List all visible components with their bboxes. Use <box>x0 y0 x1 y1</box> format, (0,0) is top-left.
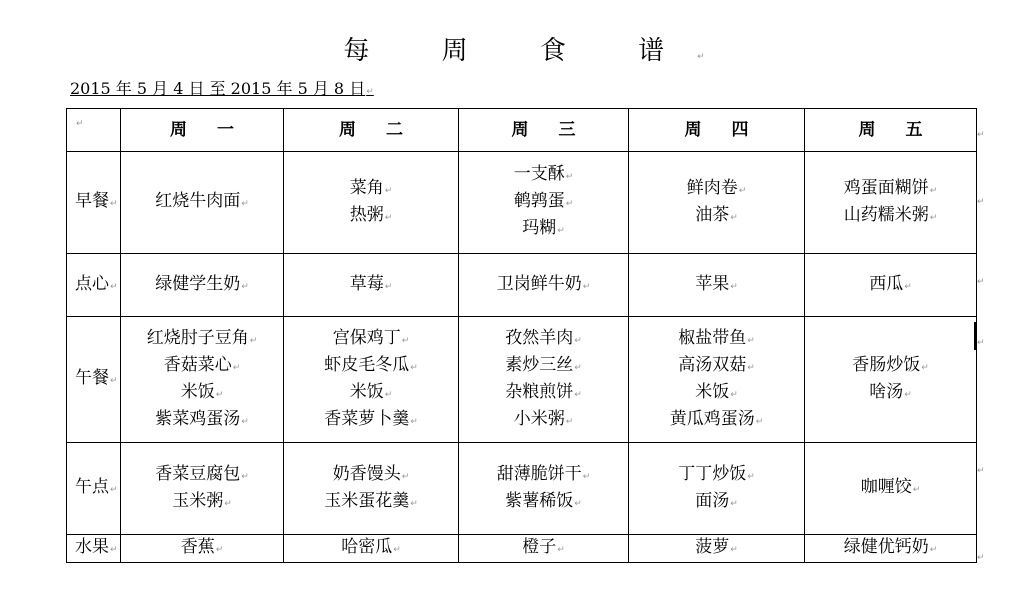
day-header <box>121 109 284 152</box>
cell-mark: ↵ <box>730 389 738 400</box>
menu-cell <box>629 254 805 317</box>
date-range <box>70 76 374 99</box>
menu-cell <box>121 317 284 443</box>
menu-cell <box>805 535 977 563</box>
menu-item <box>121 407 283 434</box>
day-header-b: 二 <box>386 120 403 140</box>
cell-mark: ↵ <box>384 281 393 292</box>
menu-item <box>284 407 458 434</box>
menu-cell <box>805 254 977 317</box>
menu-item-text: 红烧肘子豆角 <box>146 327 249 348</box>
menu-cell <box>459 443 629 535</box>
day-header-b: 三 <box>558 120 576 140</box>
menu-item <box>121 535 283 562</box>
cell-mark: ↵ <box>747 471 755 482</box>
cell-mark: ↵ <box>410 416 418 427</box>
meal-row <box>67 317 977 443</box>
row-end-mark: ↵ <box>977 338 985 348</box>
menu-item-text: 红烧牛肉面 <box>155 191 241 211</box>
day-header-a: 周 <box>170 120 187 140</box>
day-header-a: 周 <box>684 120 702 140</box>
menu-item <box>284 203 458 230</box>
menu-cell <box>459 152 629 254</box>
row-end-mark: ↵ <box>977 197 985 207</box>
menu-item-text: 绿健学生奶 <box>155 273 241 294</box>
menu-item-text: 咖喱饺 <box>860 477 912 497</box>
menu-item-text: 卫岗鲜牛奶 <box>496 273 582 294</box>
menu-cell <box>629 317 805 443</box>
cell-mark: ↵ <box>215 545 224 555</box>
menu-cell <box>805 152 977 254</box>
cell-mark: ↵ <box>76 119 84 129</box>
title-char: 周 <box>441 36 468 66</box>
meal-row <box>67 254 977 317</box>
cell-mark: ↵ <box>929 212 938 223</box>
cell-mark: ↵ <box>110 376 118 386</box>
cell-mark: ↵ <box>410 498 418 509</box>
menu-item-text: 热粥 <box>349 204 384 225</box>
cell-mark: ↵ <box>241 471 249 482</box>
menu-item-text: 素炒三丝 <box>505 354 574 375</box>
menu-item-text: 米饭 <box>349 381 384 402</box>
day-header-a: 周 <box>339 120 356 140</box>
menu-item-text: 鹌鹑蛋 <box>513 191 565 211</box>
menu-item <box>805 203 976 230</box>
menu-item <box>459 189 628 216</box>
menu-item <box>284 272 458 299</box>
menu-item-text: 孜然羊肉 <box>505 327 574 348</box>
menu-item-text: 杂粮煎饼 <box>505 381 574 402</box>
cell-mark: ↵ <box>224 498 232 509</box>
menu-item <box>284 380 458 407</box>
menu-item-text: 鸡蛋面糊饼 <box>843 177 929 198</box>
menu-item <box>121 326 283 353</box>
day-header <box>284 109 459 152</box>
menu-item <box>459 407 628 434</box>
menu-item-text: 高汤双菇 <box>678 354 747 375</box>
paragraph-mark: ↵ <box>366 87 374 97</box>
menu-item-text: 橙子 <box>522 537 557 557</box>
menu-item <box>459 380 628 407</box>
page-title <box>0 30 1016 67</box>
menu-item <box>121 189 283 216</box>
meal-label <box>67 317 121 443</box>
row-end-mark: ↵ <box>977 130 985 140</box>
menu-item-text: 香菜萝卜羹 <box>324 408 410 429</box>
day-header-b: 五 <box>905 120 923 140</box>
cell-mark: ↵ <box>574 498 582 509</box>
menu-item <box>629 462 804 489</box>
meal-row <box>67 443 977 535</box>
menu-item <box>121 462 283 489</box>
menu-item-text: 山药糯米粥 <box>843 204 929 225</box>
menu-item-text: 苹果 <box>695 273 730 294</box>
meal-row <box>67 152 977 254</box>
menu-item <box>629 176 804 203</box>
paragraph-mark: ↵ <box>697 52 705 62</box>
menu-item-text: 草莓 <box>349 273 384 294</box>
cell-mark: ↵ <box>755 416 764 427</box>
cell-mark: ↵ <box>912 485 921 495</box>
row-end-mark: ↵ <box>977 277 985 287</box>
menu-item <box>284 489 458 516</box>
meal-label-text: 午点 <box>75 477 109 497</box>
header-row <box>67 109 977 152</box>
menu-item <box>459 272 628 299</box>
menu-item-text: 宫保鸡丁 <box>332 327 401 348</box>
meal-label <box>67 152 121 254</box>
menu-item-text: 米饭 <box>180 381 215 402</box>
day-header-a: 周 <box>858 120 876 140</box>
menu-item-text: 绿健优钙奶 <box>843 537 929 557</box>
menu-item <box>629 353 804 380</box>
menu-item <box>629 407 804 434</box>
menu-cell <box>121 254 284 317</box>
menu-cell <box>284 443 459 535</box>
cell-mark: ↵ <box>747 335 755 346</box>
menu-item <box>805 176 976 203</box>
row-end-mark: ↵ <box>977 466 985 476</box>
cell-mark: ↵ <box>730 212 738 223</box>
menu-item-text: 啥汤 <box>869 381 904 402</box>
menu-item <box>629 489 804 516</box>
menu-item-text: 紫菜鸡蛋汤 <box>155 408 241 429</box>
day-header-b: 一 <box>217 120 234 140</box>
meal-label-text: 早餐 <box>75 191 109 211</box>
menu-item <box>805 535 976 562</box>
cell-mark: ↵ <box>582 471 591 482</box>
cell-mark: ↵ <box>929 185 938 196</box>
cell-mark: ↵ <box>730 545 738 555</box>
cell-mark: ↵ <box>565 199 574 209</box>
cell-mark: ↵ <box>929 545 938 555</box>
menu-item <box>629 203 804 230</box>
menu-item <box>629 380 804 407</box>
menu-item-text: 紫薯稀饭 <box>505 490 574 511</box>
title-char: 谱 <box>638 36 665 66</box>
menu-cell <box>805 443 977 535</box>
menu-item-text: 油茶 <box>695 204 730 225</box>
menu-item <box>121 272 283 299</box>
cell-mark: ↵ <box>241 199 249 209</box>
menu-cell <box>629 443 805 535</box>
title-char: 食 <box>539 36 566 66</box>
menu-item-text: 甜薄脆饼干 <box>496 463 582 484</box>
menu-item-text: 菠萝 <box>695 537 730 557</box>
cell-mark: ↵ <box>582 281 591 292</box>
cell-mark: ↵ <box>565 416 574 427</box>
menu-cell <box>629 535 805 563</box>
cell-mark: ↵ <box>565 172 574 182</box>
menu-item <box>459 326 628 353</box>
menu-item <box>459 489 628 516</box>
menu-item-text: 一支酥 <box>513 164 565 184</box>
menu-item <box>805 272 976 299</box>
menu-item <box>459 462 628 489</box>
cell-mark: ↵ <box>384 185 393 196</box>
cell-mark: ↵ <box>730 498 738 509</box>
day-header <box>459 109 629 152</box>
day-header-b: 四 <box>731 120 749 140</box>
menu-item <box>284 535 458 562</box>
menu-item <box>805 475 976 502</box>
menu-item <box>629 535 804 562</box>
cell-mark: ↵ <box>921 362 929 373</box>
menu-item-text: 虾皮毛冬瓜 <box>324 354 410 375</box>
menu-item-text: 米饭 <box>695 381 730 402</box>
menu-item-text: 奶香馒头 <box>332 463 401 484</box>
menu-item <box>459 216 628 243</box>
cell-mark: ↵ <box>384 212 393 223</box>
cell-mark: ↵ <box>574 362 582 373</box>
day-header <box>805 109 977 152</box>
cell-mark: ↵ <box>110 281 118 292</box>
menu-item-text: 丁丁炒饭 <box>678 463 747 484</box>
meal-label-text: 点心 <box>75 273 109 294</box>
cell-mark: ↵ <box>574 335 582 346</box>
cell-mark: ↵ <box>904 281 912 292</box>
cell-mark: ↵ <box>215 389 224 400</box>
menu-item-text: 香蕉 <box>180 537 215 557</box>
day-header-a: 周 <box>511 120 529 140</box>
text-cursor <box>974 322 976 350</box>
weekly-menu-table <box>66 108 977 563</box>
menu-cell <box>121 443 284 535</box>
menu-cell <box>459 317 629 443</box>
menu-item-text: 西瓜 <box>869 273 904 294</box>
menu-item <box>284 353 458 380</box>
menu-cell <box>805 317 977 443</box>
meal-row <box>67 535 977 563</box>
cell-mark: ↵ <box>730 281 738 292</box>
menu-item-text: 椒盐带鱼 <box>678 327 747 348</box>
menu-cell <box>284 254 459 317</box>
cell-mark: ↵ <box>110 545 118 555</box>
menu-item-text: 玉米蛋花羹 <box>324 490 410 511</box>
menu-cell <box>459 535 629 563</box>
cell-mark: ↵ <box>904 389 912 400</box>
menu-item <box>284 462 458 489</box>
date-range-text: 2015 年 5 月 4 日 至 2015 年 5 月 8 日 <box>70 79 366 98</box>
menu-item-text: 黄瓜鸡蛋汤 <box>669 408 755 429</box>
menu-item <box>805 353 976 380</box>
menu-cell <box>629 152 805 254</box>
cell-mark: ↵ <box>410 362 418 373</box>
menu-item <box>459 535 628 562</box>
menu-item-text: 菜角 <box>349 177 384 198</box>
menu-item-text: 鲜肉卷 <box>686 177 738 198</box>
menu-item <box>629 272 804 299</box>
cell-mark: ↵ <box>738 185 747 196</box>
title-char: 每 <box>343 36 370 66</box>
menu-item <box>459 353 628 380</box>
cell-mark: ↵ <box>557 545 565 555</box>
day-header <box>629 109 805 152</box>
menu-item-text: 玛糊 <box>522 218 557 238</box>
menu-item-text: 小米粥 <box>513 408 565 429</box>
menu-item <box>284 176 458 203</box>
menu-item <box>121 489 283 516</box>
row-end-mark: ↵ <box>977 553 985 563</box>
meal-label-text: 午餐 <box>75 368 109 388</box>
cell-mark: ↵ <box>232 362 241 373</box>
menu-item <box>805 380 976 407</box>
menu-item <box>284 326 458 353</box>
menu-item-text: 面汤 <box>695 490 730 511</box>
menu-item <box>459 162 628 189</box>
menu-item <box>121 380 283 407</box>
menu-cell <box>284 535 459 563</box>
menu-cell <box>121 535 284 563</box>
meal-label <box>67 535 121 563</box>
corner-cell <box>67 109 121 152</box>
menu-item-text: 香肠炒饭 <box>852 354 921 375</box>
menu-item-text: 玉米粥 <box>172 490 224 511</box>
cell-mark: ↵ <box>110 199 118 209</box>
menu-item <box>629 326 804 353</box>
menu-cell <box>459 254 629 317</box>
cell-mark: ↵ <box>401 335 410 346</box>
cell-mark: ↵ <box>747 362 755 373</box>
cell-mark: ↵ <box>574 389 582 400</box>
cell-mark: ↵ <box>110 485 118 495</box>
menu-cell <box>284 317 459 443</box>
menu-cell <box>284 152 459 254</box>
cell-mark: ↵ <box>401 471 410 482</box>
meal-label <box>67 254 121 317</box>
cell-mark: ↵ <box>384 389 393 400</box>
menu-item-text: 哈密瓜 <box>341 537 393 557</box>
menu-cell <box>121 152 284 254</box>
cell-mark: ↵ <box>557 226 565 236</box>
meal-label-text: 水果 <box>75 537 109 557</box>
cell-mark: ↵ <box>393 545 401 555</box>
cell-mark: ↵ <box>249 335 258 346</box>
cell-mark: ↵ <box>241 416 249 427</box>
menu-item-text: 香菜豆腐包 <box>155 463 241 484</box>
meal-label <box>67 443 121 535</box>
menu-item <box>121 353 283 380</box>
cell-mark: ↵ <box>241 281 249 292</box>
menu-item-text: 香菇菜心 <box>163 354 232 375</box>
